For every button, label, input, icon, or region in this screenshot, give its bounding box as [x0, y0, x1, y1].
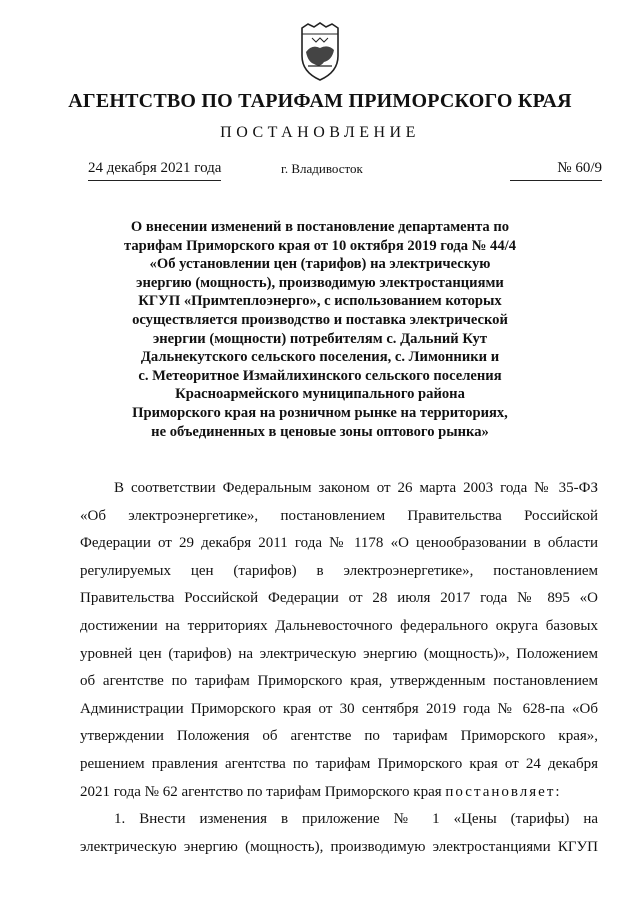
body-line: уровней цен (тарифов) на электрическую энергию (мощность)», Положением: [80, 645, 598, 662]
title-line: «Об установлении цен (тарифов) на электрическую: [149, 256, 491, 273]
body-line: об агентстве по тарифам Приморского края, утвержденным постановлением: [80, 673, 598, 690]
title-line: энергии (мощности) потребителям с. Дальний Кут: [152, 330, 488, 347]
body-line: 1. Внести изменения в приложение № 1 «Цены (тарифы) на: [114, 811, 598, 828]
document-date: 24 декабря 2021 года: [88, 160, 221, 181]
title-line: О внесении изменений в постановление департамента по: [130, 219, 510, 235]
body-line-resolution: [80, 779, 598, 807]
title-line: Приморского края на розничном рынке на территориях,: [132, 404, 508, 421]
body-line: В соответствии Федеральным законом от 26 марта 2003 года № 35-ФЗ: [114, 480, 598, 496]
title-line: не объединенных в ценовые зоны оптового рынка»: [151, 423, 489, 440]
body-line: Федерации от 29 декабря 2011 года № 1178 «О ценообразовании в области: [80, 535, 598, 552]
body-line: утверждении Положения об агентстве по тарифам Приморского края»,: [80, 728, 598, 745]
title-line: осуществляется производство и поставка электрической: [132, 311, 508, 328]
resolution-lead-text: 2021 года № 62 агентство по тарифам Приморского края: [80, 783, 446, 800]
document-body: [80, 475, 598, 861]
document-title: [90, 218, 550, 441]
title-line: Дальнекутского сельского поселения, с. Лимонники и: [140, 349, 500, 366]
body-line: «Об электроэнергетике», постановлением Правительства Российской: [80, 507, 598, 524]
body-line: решением правления агентства по тарифам Приморского края от 24 декабря: [80, 755, 598, 772]
body-line: достижении на территориях Дальневосточного федерального округа базовых: [80, 617, 598, 634]
title-line: КГУП «Примтеплоэнерго», с использованием которых: [138, 293, 502, 310]
title-line: с. Метеоритное Измайлихинского сельского поселения: [138, 367, 502, 384]
document-number: № 60/9: [510, 160, 602, 181]
title-line: Красноармейского муниципального района: [175, 386, 465, 403]
body-line: регулируемых цен (тарифов) в электроэнергетике», постановлением: [80, 562, 598, 579]
agency-name: АГЕНТСТВО ПО ТАРИФАМ ПРИМОРСКОГО КРАЯ: [68, 90, 572, 112]
title-line: тарифам Приморского края от 10 октября 2019 года № 44/4: [123, 237, 516, 254]
document-type: ПОСТАНОВЛЕНИЕ: [220, 124, 420, 141]
body-line: Администрации Приморского края от 30 сентября 2019 года № 628-па «Об: [80, 700, 598, 717]
coat-of-arms-icon: [298, 22, 342, 82]
title-line: энергию (мощность), производимую электростанциями: [136, 274, 504, 291]
body-line: Правительства Российской Федерации от 28 июля 2017 года № 895 «О: [80, 590, 598, 607]
document-city: г. Владивосток: [281, 161, 363, 176]
resolves-word: постановляет:: [445, 783, 562, 800]
body-line: электрическую энергию (мощность), производимую электростанциями КГУП: [80, 838, 598, 855]
